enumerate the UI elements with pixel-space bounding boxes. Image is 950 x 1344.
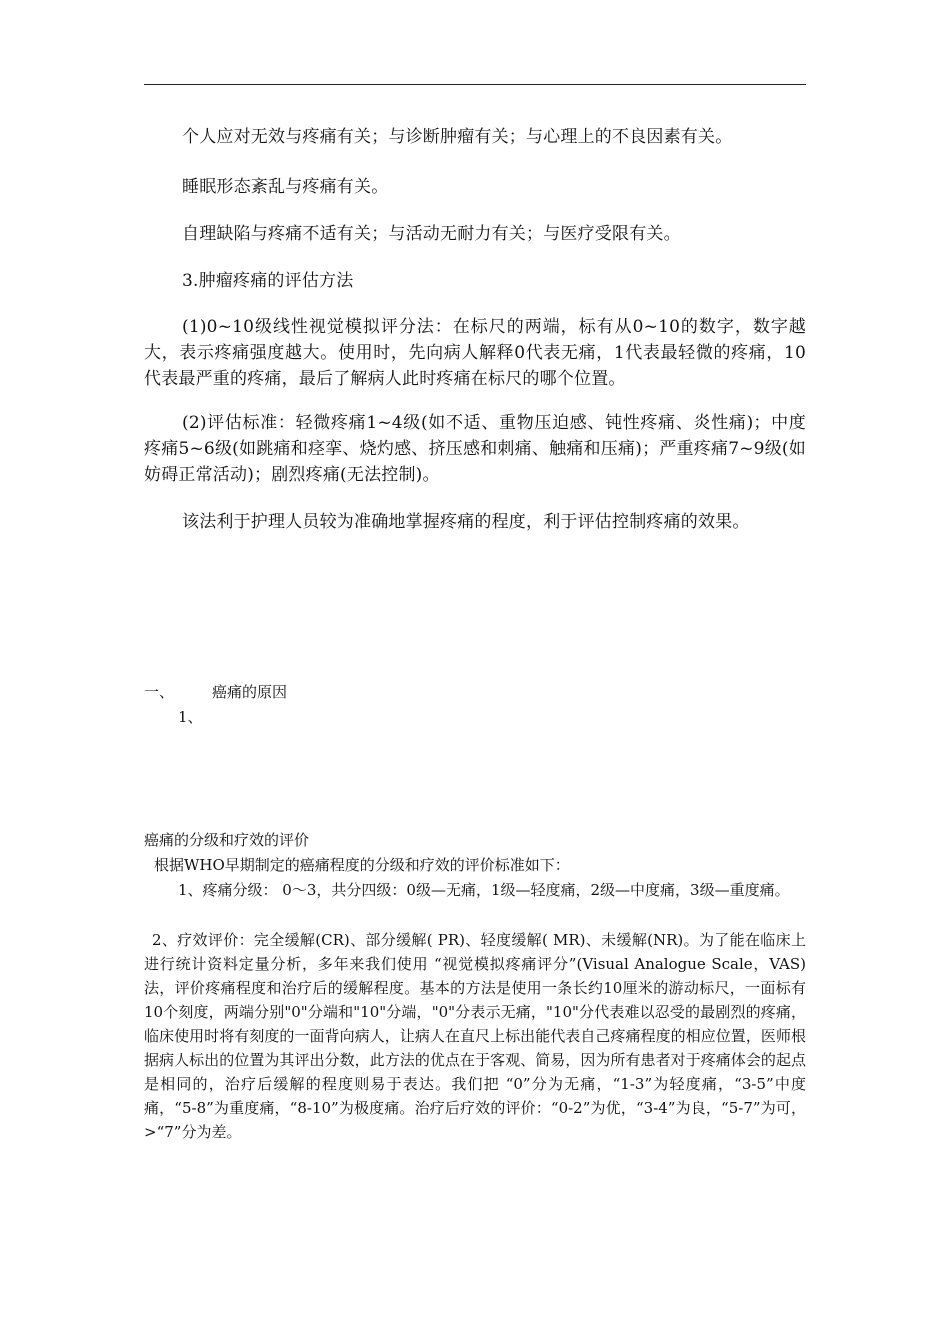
- efficacy-evaluation-item: 2、疗效评价：完全缓解(CR)、部分缓解( PR)、轻度缓解( MR)、未缓解(NR)。为了能在临床上进行统计资料定量分析，多年来我们使用 “视觉模拟疼痛评分”(Visual Analogue Scale，VAS)法，评价疼痛程度和治疗后的缓解程度。基本的方法是使用一条长约10厘米的游动标尺，一面标有10个刻度，两端分别"0"分端和"10"分端，"0"分表示无痛，"10"分代表难以忍受的最剧烈的疼痛，临床使用时将有刻度的一面背向病人，让病人在直尺上标出能代表自己疼痛程度的相应位置，医师根据病人标出的位置为其评出分数，此方法的优点在于客观、简易，因为所有患者对于疼痛体会的起点是相同的，治疗后缓解的程度则易于表达。我们把 “0”分为无痛，“1-3”为轻度痛，“3-5”中度痛，“5-8”为重度痛，“8-10”为极度痛。治疗后疗效的评价：“0-2”为优，“3-4”为良，“5-7”为可，>“7”分为差。: [144, 931, 806, 1141]
- header-rule: [144, 84, 806, 85]
- diagnosis-paragraph-sleep: 睡眠形态紊乱与疼痛有关。: [182, 177, 389, 197]
- diagnosis-paragraph-selfcare: 自理缺陷与疼痛不适有关；与活动无耐力有关；与医疗受限有关。: [182, 224, 681, 244]
- section-heading-assessment: 3.肿瘤疼痛的评估方法: [182, 271, 354, 291]
- sub-list-number: 1、: [178, 708, 203, 726]
- section-heading-grading: 癌痛的分级和疗效的评价: [144, 831, 310, 849]
- diagnosis-paragraph-coping: 个人应对无效与疼痛有关；与诊断肿瘤有关；与心理上的不良因素有关。: [182, 127, 733, 147]
- assessment-benefit-paragraph: 该法利于护理人员较为准确地掌握疼痛的程度，利于评估控制疼痛的效果。: [182, 512, 750, 532]
- assessment-method-paragraph: (1)0~10级线性视觉模拟评分法：在标尺的两端，标有从0~10的数字，数字越大，表示疼痛强度越大。使用时，先向病人解释0代表无痛，1代表最轻微的疼痛，10代表最严重的疼痛，最后了解病人此时疼痛在标尺的哪个位置。: [144, 317, 806, 389]
- list-number: 一、: [144, 683, 175, 701]
- who-intro-paragraph: 根据WHO早期制定的癌痛程度的分级和疗效的评价标准如下：: [154, 856, 570, 874]
- assessment-criteria-paragraph: (2)评估标准：轻微疼痛1~4级(如不适、重物压迫感、钝性疼痛、炎性痛)；中度疼痛5~6级(如跳痛和痉挛、烧灼感、挤压感和刺痛、触痛和压痛)；严重疼痛7~9级(如妨碍正常活动)；剧烈疼痛(无法控制)。: [144, 413, 806, 485]
- section-heading-causes: 癌痛的原因: [212, 683, 288, 701]
- pain-grading-item: 1、疼痛分级： 0～3，共分四级：0级—无痛，1级—轻度痛，2级—中度痛，3级—重度痛。: [178, 881, 790, 899]
